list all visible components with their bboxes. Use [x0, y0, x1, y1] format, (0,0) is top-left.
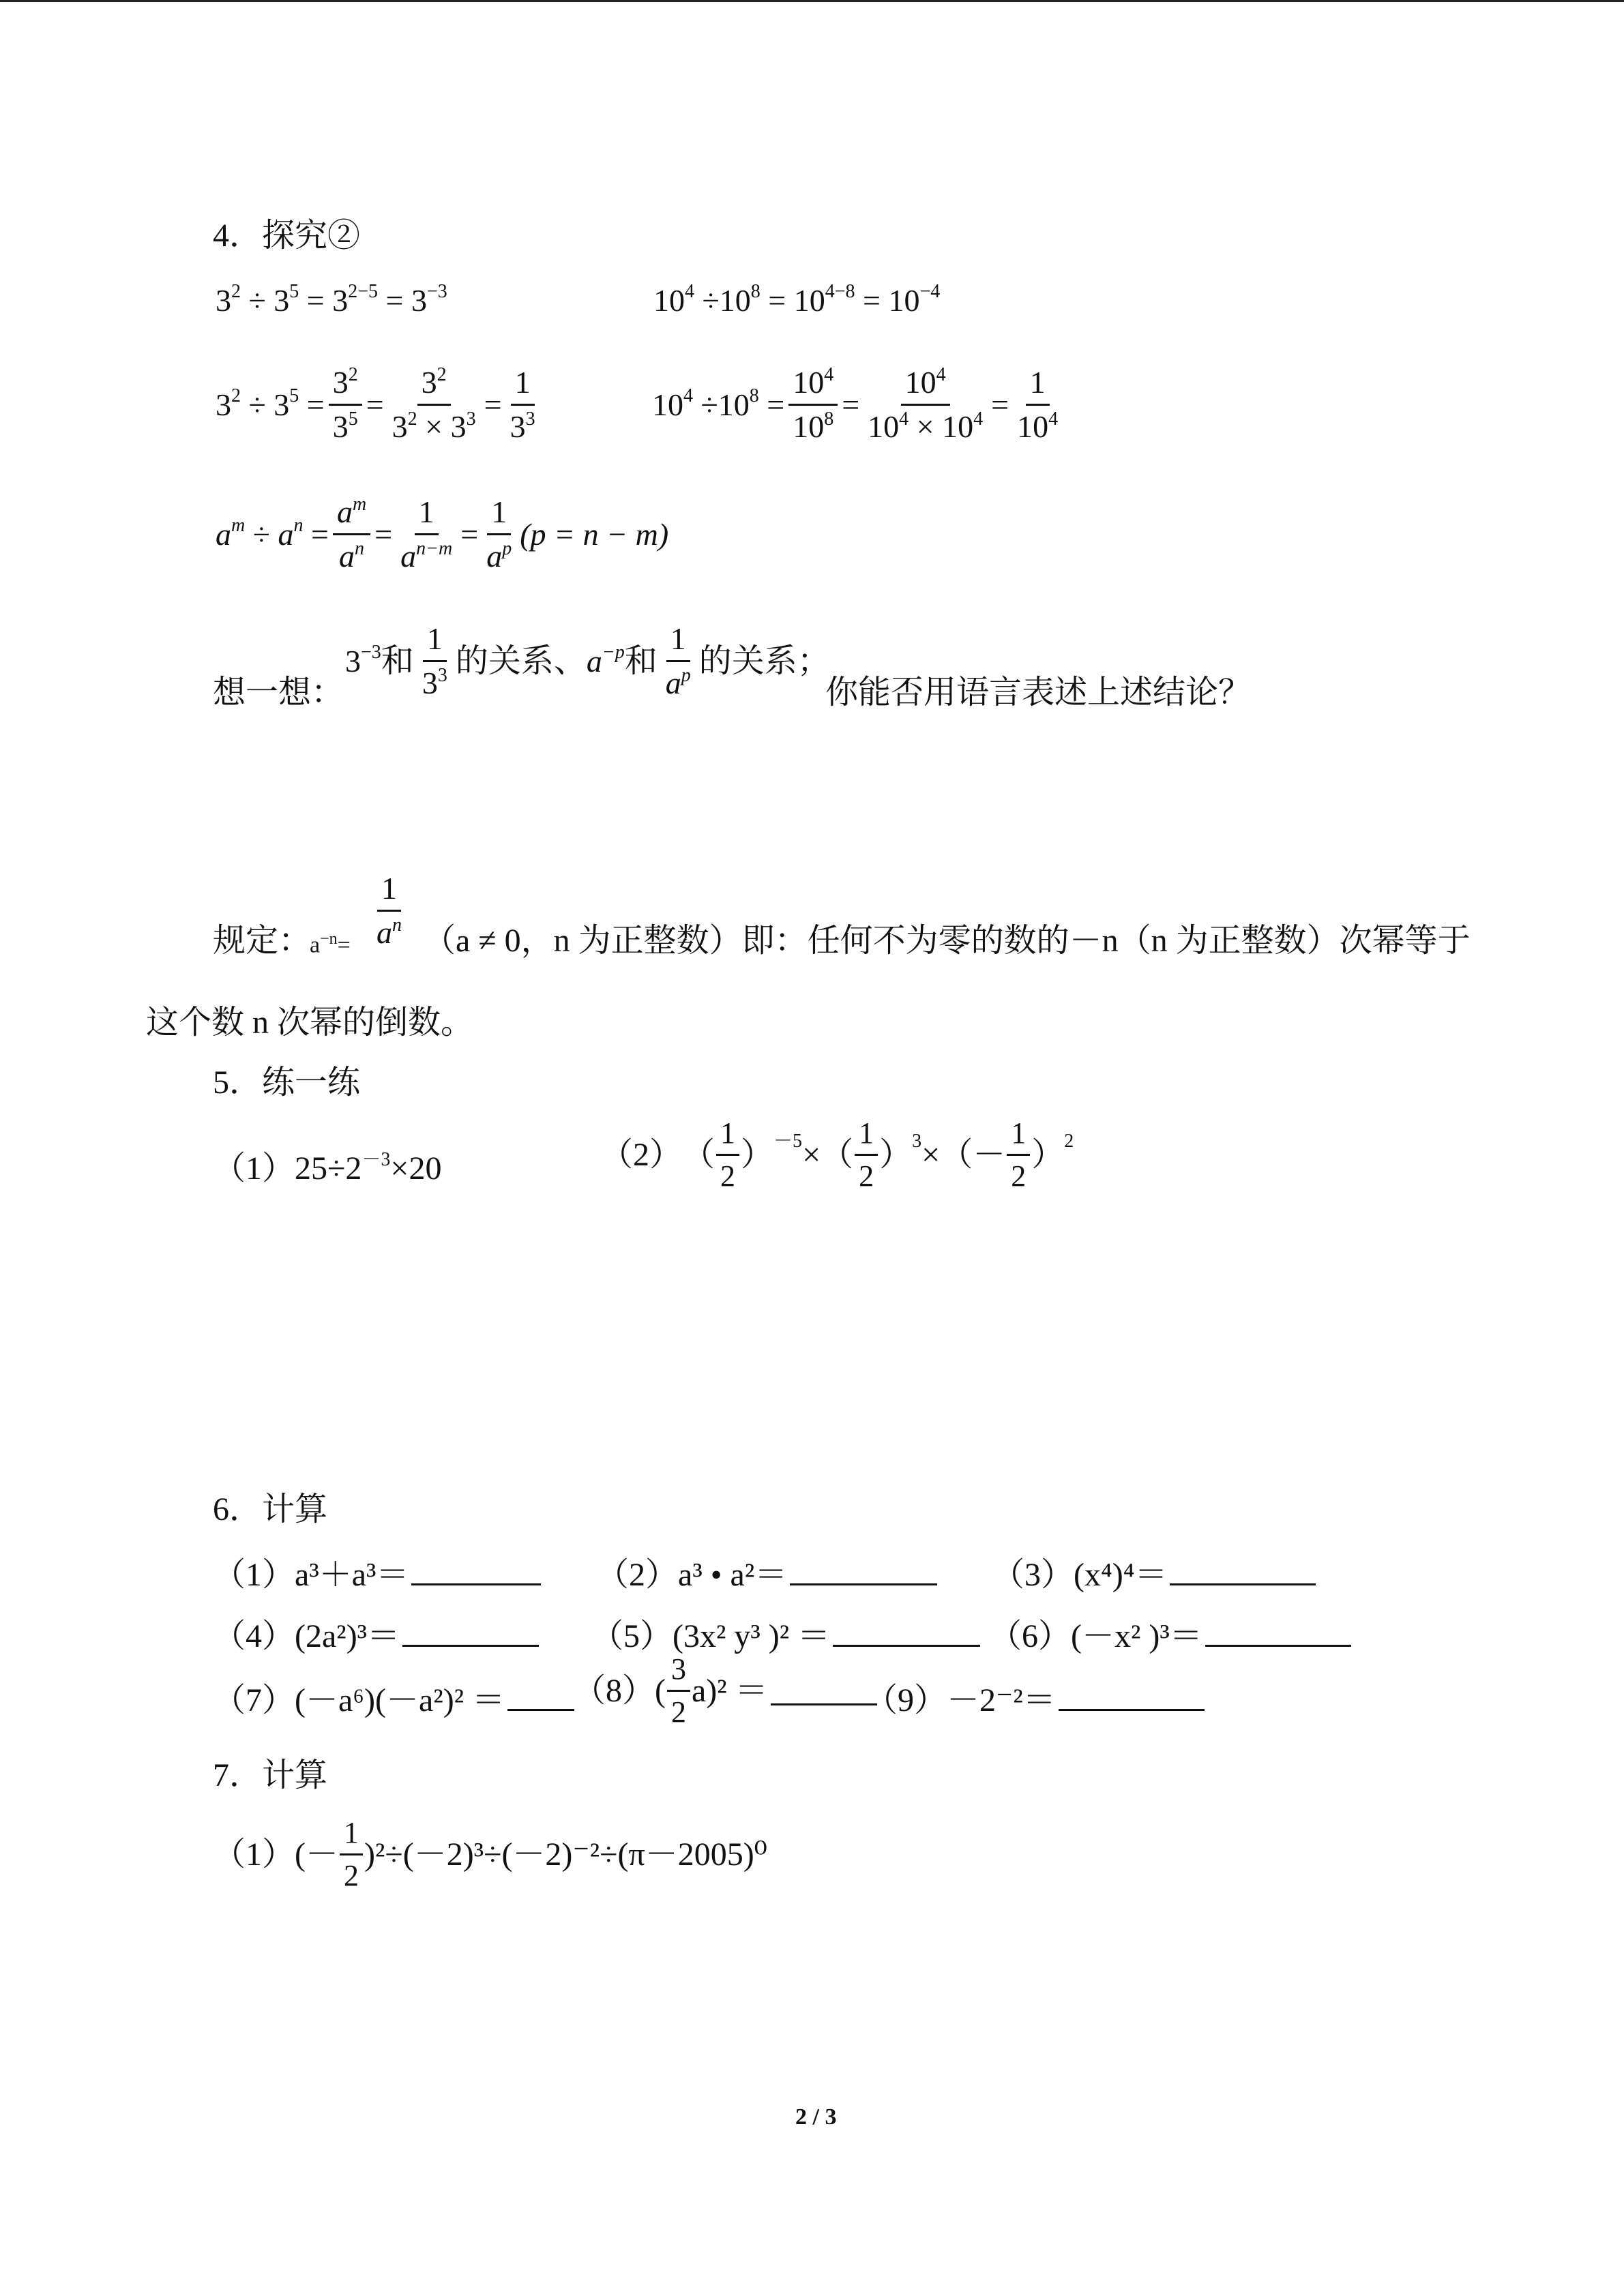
- fraction: $\frac{3^2}{3^5}$: [329, 367, 362, 443]
- fraction: $\frac{3^2}{3^2 \times 3^3}$: [392, 364, 476, 444]
- calc-item-6: （6）(－x² )³＝: [989, 1617, 1351, 1653]
- answer-blank[interactable]: [402, 1617, 539, 1647]
- answer-blank[interactable]: [771, 1676, 877, 1705]
- top-border: [0, 0, 1624, 2]
- fraction: $\frac{10^4}{10^4 \times 10^4}$: [868, 364, 984, 444]
- rule-label: 规定：: [213, 923, 312, 959]
- think-label: 想一想：: [213, 674, 344, 711]
- page-number: 2 / 3: [795, 2104, 837, 2130]
- section-7-heading: 7．计算: [213, 1757, 328, 1793]
- fraction: $\frac{1}{3^3}$: [510, 365, 535, 444]
- rule-lhs: $a^{-n}=$: [310, 930, 351, 958]
- calc-item-8: （8） ( $\frac{3}{2}$ a)² ＝: [573, 1654, 877, 1727]
- answer-blank[interactable]: [1059, 1682, 1205, 1711]
- fraction: $\frac{1}{a^{n-m}}$: [400, 494, 453, 573]
- eq-line2-right: $10^4 \div 10^8$ = $\frac{10^4}{10^8}$ = $\frac{10^4}{10^4 \times 10^4}$ = $\frac{1}{10^4}$: [652, 367, 1066, 443]
- fraction: $\frac{1}{a^p}$: [665, 621, 691, 700]
- eq-line3: $a^m \div a^n$ = $\frac{a^m}{a^n}$ = $\frac{1}{a^{n-m}}$ = $\frac{1}{a^p}$ (p = n − m): [216, 494, 669, 573]
- answer-blank[interactable]: [790, 1556, 937, 1585]
- calc-item-5: （5）(3x² y³ )² ＝: [591, 1617, 980, 1653]
- eq-line2-left: $3^2 \div 3^5$ = $\frac{3^2}{3^5}$ = $\frac{3^2}{3^2 \times 3^3}$ = $\frac{1}{3^3}$: [216, 367, 544, 443]
- fraction: $\frac{1}{3^3}$: [422, 621, 447, 700]
- calc-item-3: （3）(x⁴)⁴＝: [992, 1556, 1316, 1592]
- answer-blank[interactable]: [1170, 1556, 1316, 1585]
- calc-item-7: （7）(－a⁶)(－a²)² ＝: [213, 1682, 574, 1717]
- answer-blank[interactable]: [1205, 1617, 1351, 1647]
- answer-blank[interactable]: [833, 1617, 980, 1647]
- answer-blank[interactable]: [507, 1682, 574, 1711]
- rule-text-2: 这个数 n 次幂的倒数。: [146, 1004, 474, 1041]
- calc-item-2: （2）a³ • a²＝: [596, 1556, 937, 1592]
- fraction: $\frac{a^m}{a^n}$: [333, 496, 370, 572]
- fraction: $\frac{1}{a^p}$: [486, 494, 512, 573]
- rule-fraction: $\frac{1}{a^n}$: [377, 871, 402, 950]
- calc-item-1: （1）a³＋a³＝: [213, 1556, 541, 1592]
- eq-line1-right: $10^4 \div 10^8 = 10^{4-8} = 10^{-4}$: [653, 281, 941, 318]
- calc-item-9: （9）－2⁻²＝: [865, 1682, 1205, 1717]
- think-expression: $3^{-3}$ 和 $\frac{1}{3^3}$ 的关系、 $a^{-p}$ 和 $\frac{1}{a^p}$ 的关系；: [345, 621, 830, 700]
- calc-item-4: （4）(2a²)³＝: [213, 1617, 539, 1653]
- calc7-q1: （1） (－ $\frac{1}{2}$ )²÷(－2)³÷(－2)⁻²÷(π－2005)⁰: [213, 1816, 767, 1892]
- practice-q1: $(1)25\div 2^{-3}\times 20$: [213, 1149, 442, 1187]
- rule-text: （a ≠ 0，n 为正整数）即：任何不为零的数的－n（n 为正整数）次幂等于: [423, 923, 1471, 959]
- section-6-heading: 6．计算: [213, 1491, 328, 1527]
- fraction: $\frac{10^4}{10^8}$: [788, 367, 838, 443]
- fraction: $\frac{1}{10^4}$: [1017, 365, 1059, 444]
- think-question: 你能否用语言表述上述结论？: [825, 674, 1252, 711]
- section-4-heading: 4．探究②: [213, 218, 361, 254]
- practice-q2: （2） （ $\frac{1}{2}$ ） $^{-5}$ × （ $\frac{1}{2}$ ） $^3$ × （－ $\frac{1}{2}$ ） $^2$: [600, 1116, 1074, 1193]
- answer-blank[interactable]: [411, 1556, 541, 1585]
- section-5-heading: 5．练一练: [213, 1064, 361, 1101]
- eq-line1-left: $3^2 \div 3^5 = 3^{2-5} = 3^{-3}$: [216, 281, 447, 318]
